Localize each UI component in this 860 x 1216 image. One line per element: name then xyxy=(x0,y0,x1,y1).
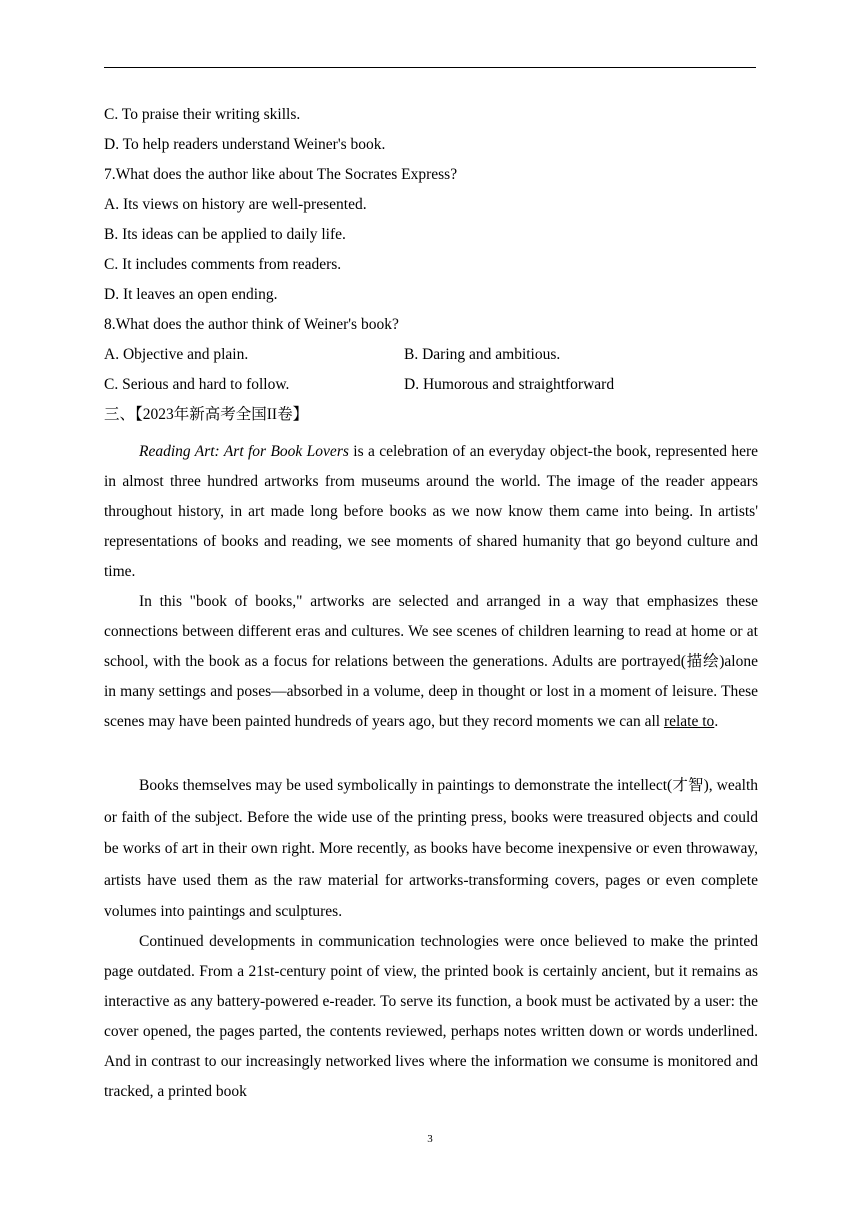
paragraph-2-end: . xyxy=(714,713,719,730)
q7-option-d: D. It leaves an open ending. xyxy=(104,286,278,303)
passage-paragraph-1 xyxy=(104,437,758,587)
q7-option-b: B. Its ideas can be applied to daily life. xyxy=(104,226,346,243)
q7-option-a: A. Its views on history are well-presented. xyxy=(104,196,367,213)
header-rule xyxy=(104,67,756,68)
option-d-prev: D. To help readers understand Weiner's book. xyxy=(104,136,386,153)
paragraph-2-text: In this "book of books," artworks are selected and arranged in a way that emphasizes these connections between different eras and cultures. We see scenes of children learning to read at home or at school, with the book as a focus for relations between the generations. Adults are portrayed(描绘)alone in many settings and poses—absorbed in a volume, deep in thought or lost in a moment of leisure. These scenes may have been painted hundreds of years ago, but they record moments we can all xyxy=(104,593,758,730)
passage-paragraph-3: Books themselves may be used symbolically in paintings to demonstrate the intellect(才智), wealth or faith of the subject. Before the wide use of the printing press, books were treasured objects and could be works of art in their own right. More recently, as books have become inexpensive or even throwaway, artists have used them as the raw material for artworks-transforming covers, pages or even complete volumes into paintings and sculptures. xyxy=(104,777,758,920)
question-7: 7.What does the author like about The Socrates Express? xyxy=(104,166,458,183)
q8-option-b: B. Daring and ambitious. xyxy=(404,346,561,363)
q7-option-c: C. It includes comments from readers. xyxy=(104,256,342,273)
section-heading: 三、【2023年新高考全国II卷】 xyxy=(104,406,309,423)
option-c-prev: C. To praise their writing skills. xyxy=(104,106,301,123)
book-title: Reading Art: Art for Book Lovers xyxy=(139,443,349,460)
passage-paragraph-4: Continued developments in communication technologies were once believed to make the printed page outdated. From a 21st-century point of view, the printed book is certainly ancient, but it remains as interactive as any battery-powered e-reader. To serve its function, a book must be activated by a user: the cover opened, the pages parted, the contents reviewed, perhaps notes written down or words underlined. And in contrast to our increasingly networked lives where the information we consume is monitored and tracked, a printed book xyxy=(104,933,758,1100)
underlined-phrase: relate to xyxy=(663,713,715,730)
page-number: 3 xyxy=(427,1133,433,1145)
paragraph-1-text: is a celebration of an everyday object-the book, represented here in almost three hundred artworks from museums around the world. The image of the reader appears throughout history, in art made long before books as we now know them came into being. In artists' representations of books and reading, we see moments of shared humanity that go beyond culture and time. xyxy=(104,443,759,580)
passage-paragraph-2 xyxy=(104,587,758,737)
q8-option-a: A. Objective and plain. xyxy=(104,346,249,363)
q8-option-d: D. Humorous and straightforward xyxy=(404,376,615,393)
question-8: 8.What does the author think of Weiner's book? xyxy=(104,316,399,333)
q8-option-c: C. Serious and hard to follow. xyxy=(104,376,290,393)
